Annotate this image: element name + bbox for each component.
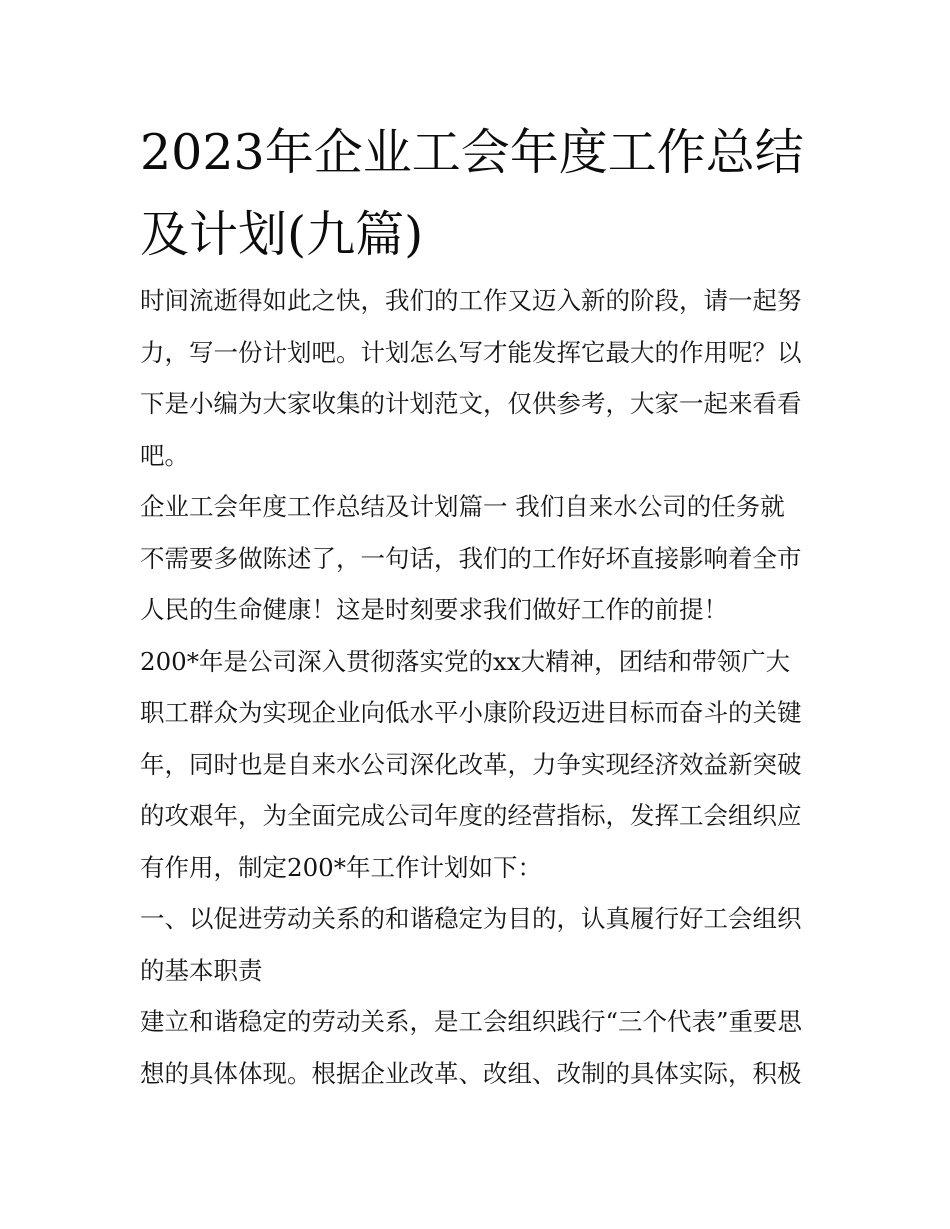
body-line: 的攻艰年，为全面完成公司年度的经营指标，发挥工会组织应 (140, 801, 802, 830)
body-line: 吧。 (140, 440, 189, 470)
body-line: 想的具体体现。根据企业改革、改组、改制的具体实际，积极 (140, 1058, 802, 1088)
body-line: 200*年是公司深入贯彻落实党的xx大精神，团结和带领广大 (140, 646, 791, 676)
title-line: 2023年企业工会年度工作总结 (140, 124, 804, 181)
body-line: 有作用，制定200*年工作计划如下： (140, 852, 543, 882)
title-line: 及计划(九篇) (140, 206, 424, 263)
body-line: 不需要多做陈述了，一句话，我们的工作好坏直接影响着全市 (140, 543, 802, 573)
body-line: 建立和谐稳定的劳动关系，是工会组织践行“三个代表”重要思 (140, 1007, 803, 1036)
body-line: 的基本职责 (140, 955, 263, 985)
body-line: 企业工会年度工作总结及计划篇一 我们自来水公司的任务就 (140, 492, 785, 521)
document-body (140, 279, 820, 1103)
body-line: 人民的生命健康！这是时刻要求我们做好工作的前提！ (140, 595, 728, 624)
body-line: 年，同时也是自来水公司深化改革，力争实现经济效益新突破 (140, 749, 802, 779)
body-line: 力，写一份计划吧。计划怎么写才能发挥它最大的作用呢？以 (140, 337, 802, 367)
body-line: 下是小编为大家收集的计划范文，仅供参考，大家一起来看看 (140, 389, 802, 418)
body-line: 职工群众为实现企业向低水平小康阶段迈进目标而奋斗的关键 (140, 698, 802, 727)
document-title (140, 112, 820, 276)
body-line: 时间流逝得如此之快，我们的工作又迈入新的阶段，请一起努 (140, 286, 802, 315)
body-line: 一、以促进劳动关系的和谐稳定为目的，认真履行好工会组织 (140, 904, 802, 933)
